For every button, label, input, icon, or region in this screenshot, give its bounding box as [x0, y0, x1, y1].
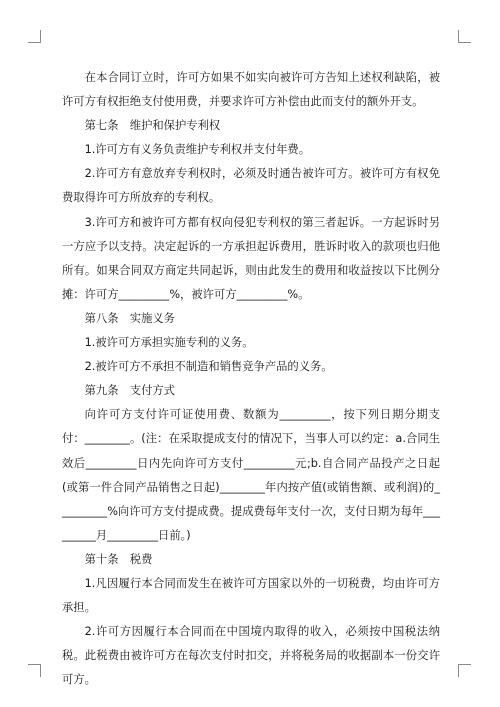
article-8-clause-1: 1.被许可方承担实施专利的义务。 [84, 336, 254, 350]
article-8-heading: 第八条 实施义务 [84, 311, 175, 325]
article-9-payment-terms: 向许可方支付许可证使用费、数额为_________，按下列日期分期支付：________。(注：在采取提成支付的情况下，当事人可以约定：a.合同生效后_________日内先向许可方支付_________元;b.自合同产品投产之日起(或第一件合同产品销售之日起)________年内按产值(或销售额、或利润)的_________%向许可方支付提成费。提成费每年支付一次，支付日期为每年_________月_________日前。) [62, 408, 440, 542]
paragraph-defect-disclosure: 在本合同订立时，许可方如果不如实向被许可方告知上述权利缺陷，被许可方有权拒绝支付使用费，并要求许可方补偿由此而支付的额外开支。 [62, 71, 440, 109]
article-7-heading: 第七条 维护和保护专利权 [84, 119, 221, 133]
article-10-clause-2: 2.许可方因履行本合同而在中国境内取得的收入，必须按中国税法纳税。此税费由被许可方在每次支付时扣交，并将税务局的收据副本一份交许可方。 [62, 625, 440, 687]
article-9-heading: 第九条 支付方式 [84, 384, 175, 398]
crop-mark-bottom-left [28, 664, 41, 677]
crop-mark-top-left [28, 30, 41, 43]
article-10-clause-1: 1.凡因履行本合同而发生在被许可方国家以外的一切税费，均由许可方承担。 [62, 576, 440, 615]
article-8-clause-2: 2.被许可方不承担不制造和销售竞争产品的义务。 [84, 360, 333, 374]
article-7-clause-1: 1.许可方有义务负责维护专利权并支付年费。 [84, 143, 311, 157]
article-7-clause-2: 2.许可方有意放弃专利权时，必须及时通告被许可方。被许可方有权免费取得许可方所放弃的专利权。 [62, 167, 440, 205]
article-7-clause-3: 3.许可方和被许可方都有权向侵犯专利权的第三者起诉。一方起诉时另一方应予以支持。决定起诉的一方承担起诉费用，胜诉时收入的款项也归他所有。如果合同双方商定共同起诉，则由此发生的费用和收益按以下比例分摊：许可方_________%，被许可方_________%。 [62, 215, 440, 301]
crop-mark-bottom-right [458, 664, 471, 677]
crop-mark-top-right [458, 30, 471, 43]
document-body [62, 66, 440, 692]
article-10-heading: 第十条 税费 [84, 552, 153, 566]
